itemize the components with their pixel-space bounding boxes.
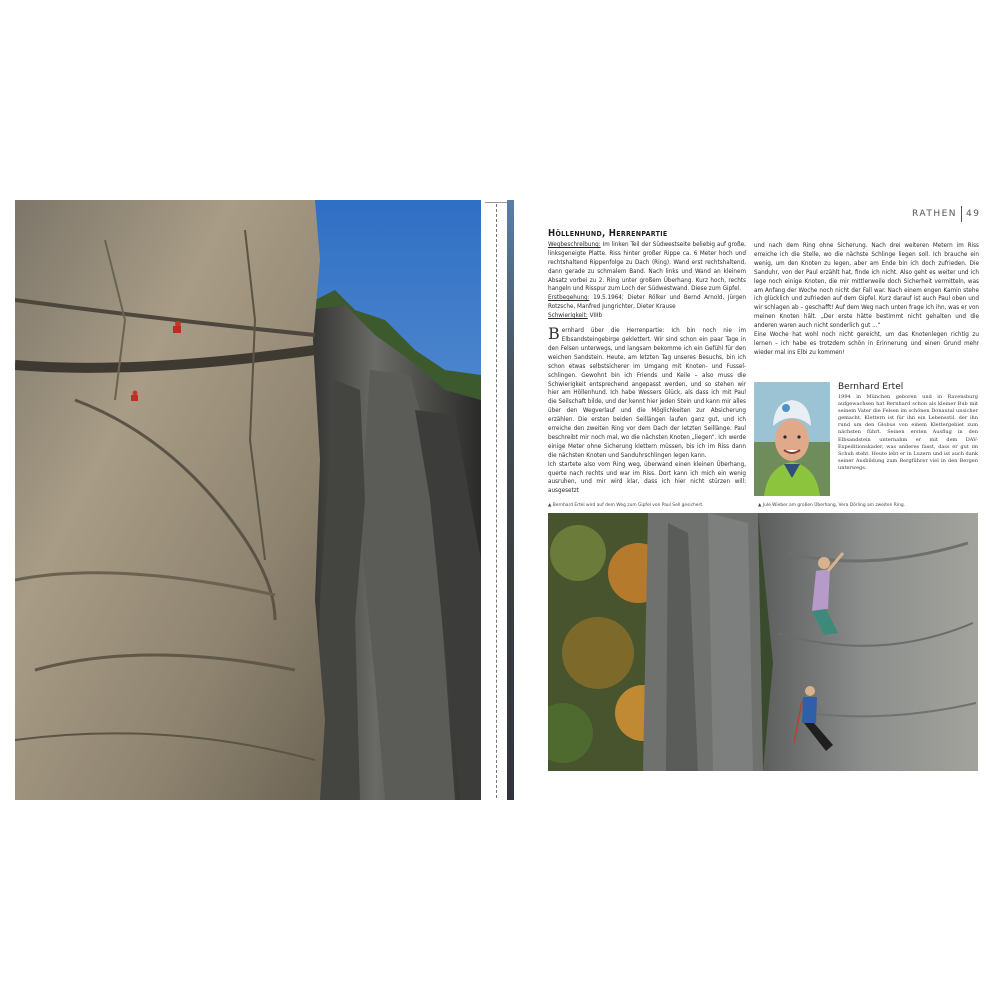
grade (548, 312, 746, 321)
gutter-top-mark (485, 202, 507, 203)
story-continuation: Ich startete also vom Ring weg, überwand einen kleinen Überhang, querte nach rechts und war im Riss. Dort kann ich mich ein wenig ausruhen, und mir wird klar, dass ich hier nicht stürzen will: ausgesetzt (548, 460, 746, 495)
bottom-climbing-photo (548, 513, 978, 771)
page-number: 49 (966, 209, 981, 219)
left-page-climbing-photo (15, 200, 481, 800)
bio-text: 1994 in München geboren und in Ravensburg aufgewachsen hat Bernhard schon als kleiner Bub mit seinem Vater die Felsen im schönen Donautal unsicher gemacht. Klettern ist für ihn ein Lebensstil, der ihn rund um den Globus von einem Klettergebiet zum nächsten führt. Seinen ersten Ausflug in den Elbsandstein unternahm er mit dem DAV-Expeditionskader, was anderes fasst, dass er gut im Schuh steht. Heute lebt er in Luzern und ist auch dank seiner Ausbildung zum Bergführer viel in den Bergen unterwegs. (838, 394, 978, 471)
story-right-column: und nach dem Ring ohne Sicherung. Nach drei weiteren Metern im Riss erreiche ich die Stelle, wo die nächste Schlinge liegen soll. Ich brauche ein wenig, um den Knoten zu legen, aber am Ende bin ich doch zufrieden. Die Sanduhr, von der Paul erzählt hat, finde ich nicht. Also geht es weiter und ich lege noch einige Knoten, die mir mittlerweile doch Sicherheit vermitteln, was am Anfang der Woche noch nicht der Fall war. Nach einem engen Kamin stehe ich glücklich und zufrieden auf dem Gipfel. Kurz darauf ist auch Paul oben und wir schlagen ab – geschafft! Auf dem Weg nach unten frage ich ihn, was er von meinen Knoten hält. „Der erste hätte bestimmt nicht gehalten und die anderen waren auch nicht sonderlich gut ...“ (754, 242, 980, 330)
dropcap: B (548, 324, 560, 344)
caption-right: ▲ Jule Wieber am großen Überhang, Vera Dörling am zweiten Ring. (758, 503, 906, 508)
route-description (548, 241, 746, 294)
running-head (912, 206, 982, 224)
photo-edge-strip (507, 200, 514, 800)
grade-value: VIIIb (589, 312, 603, 320)
first-ascent (548, 294, 746, 312)
story-intro-text: ernhard über die Herrenpartie: Ich bin noch nie im Elbsandsteingebirge geklettert. Wir sind schon ein paar Tage in den Felsen unterwegs, und langsam bekomme ich ein Gefühl für den weichen Sandstein. Heute, am letzten Tag unseres Besuchs, bin ich schon etwas selbstsicherer im Umgang mit Knoten- und Fusselschlingen. Gewohnt bin ich Friends und Keile – also muss die Schwierigkeit entsprechend angepasst werden, und so stehen wir hier am Höllenhund. Ich habe Wessers Glück, als dass ich mit Paul die Seilschaft bilde, und der kennt hier jeden Stein und kann mir alles über den Wegverlauf und die Möglichkeiten zur Absicherung erzählen. Die ersten beiden Seillängen laufen ganz gut, und ich erreiche den zweiten Ring vor dem Dach der letzten Seillänge. Paul beschreibt mir noch mal, wo die nächsten Knoten „liegen“. Ich werde einige Meter ohne Sicherung klettern müssen, bis ich im Riss dann die nächsten Knoten und Sanduhrschlingen legen kann. (548, 327, 746, 459)
route-title: Höllenhund, Herrenpartie (548, 228, 668, 239)
gutter-dashed-line (496, 204, 497, 798)
story-right-column-end: Eine Woche hat wohl noch nicht gereicht, um das Knotenlegen richtig zu lernen – ich habe es trotzdem schön in Erinnerung und einen Grund mehr wieder mal ins Elbi zu kommen! (754, 331, 979, 356)
description-label: Wegbeschreibung: (548, 240, 601, 248)
bio-name: Bernhard Ertel (838, 382, 904, 392)
grade-label: Schwierigkeit: (548, 312, 588, 320)
running-head-section: RATHEN (912, 209, 958, 219)
belayer-figure (133, 391, 138, 396)
climber-upper (818, 557, 830, 569)
text-column-left (548, 230, 746, 496)
description-text: Im linken Teil der Südwestseite beliebig auf große, linksgeneigte Platte. Riss hinter großer Rippe ca. 6 Meter hoch und rechtshaltend Rippenfolge zu Dach (Ring). Wand erst rechtshaltend, dann gerade zu schmalem Band. Nach links und Wand an kleinem Absatz vorbei zu 2. Ring unter großem Überhang. Kurz hoch, rechts hangeln und Risspur zum Loch der Südwestwand. Diese zum Gipfel. (548, 240, 746, 293)
climber-lower (805, 686, 815, 696)
first-ascent-label: Erstbegehung: (548, 294, 590, 302)
first-ascent-text: 19.5.1964; Dieter Rölker und Bernd Arnold, Jürgen Rotzsche, Manfred Jungrichter, Dieter Krause (548, 294, 746, 311)
story-intro (548, 324, 746, 461)
text-column-right (754, 242, 979, 358)
caption-left: ▲ Bernhard Ertel wird auf dem Weg zum Gipfel von Paul Sell gesichert. (548, 503, 704, 508)
climber-portrait (754, 382, 830, 496)
